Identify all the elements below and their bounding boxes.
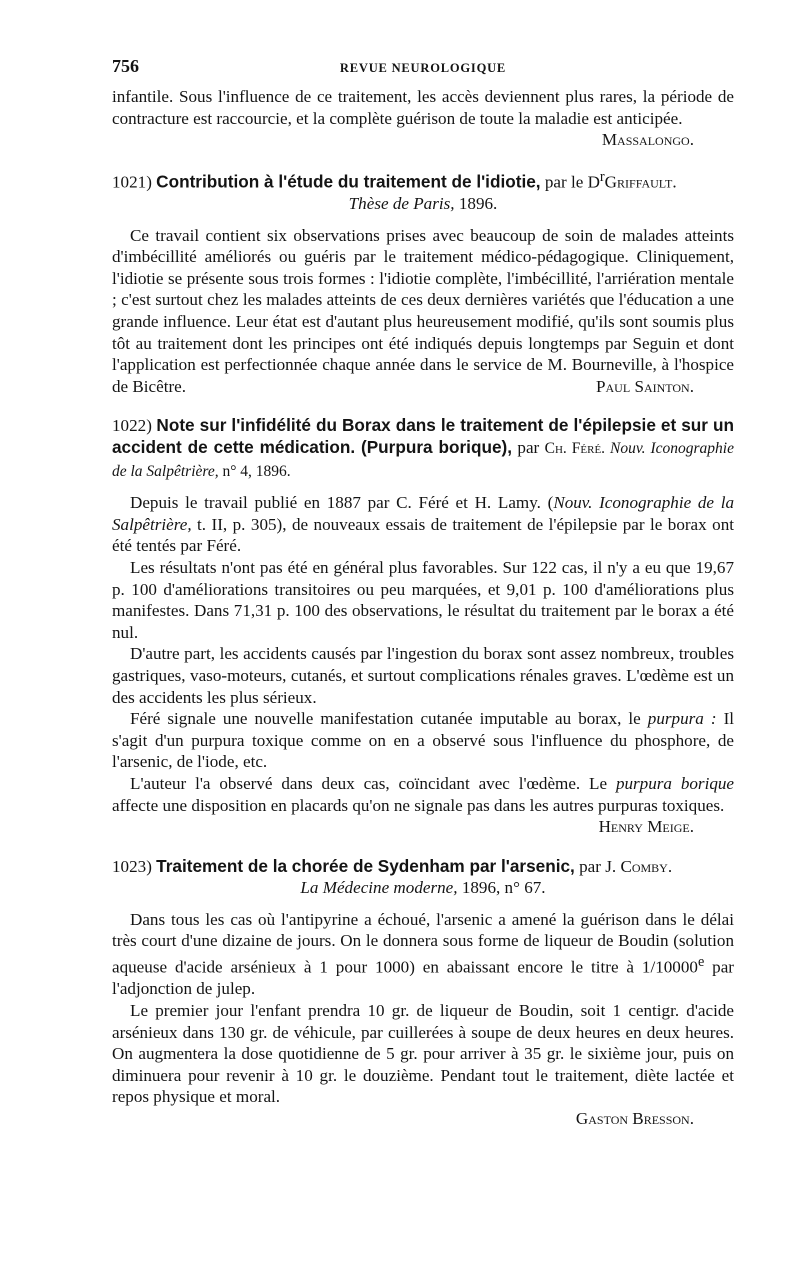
entry-1021-body: Ce travail contient six observations prises avec beaucoup de soin de malades atteints d'imbécillité améliorés ou guéris par le traitement médico-pédagogique. Cliniquement, l'idiotie se présente sous trois formes : l'idiotie complète, l'imbécillité, l'arriération mentale ; c'est surtout chez les malades atteints de ces deux dernières variétés que l'éducation a une grande influence. Leur état est d'autant plus heureusement modifié, qu'ils sont soumis plus tôt au traitement dont les principes ont été indiqués depuis longtemps par Seguin et dont l'application est perfectionnée chaque année dans le service de M. Bourneville, à l'hospice de Bicêtre. Paul Sainton. [112,225,734,396]
entry-1023-source: La Médecine moderne, 1896, n° 67. [300,878,546,898]
entry-title-text: Contribution à l'étude du traitement de l'idiotie, [156,171,541,192]
signature-sainton: Paul Sainton. [596,376,694,396]
entry-1022-paragraph-5: L'auteur l'a observé dans deux cas, coïncidant avec l'œdème. Le purpura borique affecte une disposition en placards qu'on ne signale pas dans les autres purpuras toxiques. Henry Meige. [112,773,734,837]
entry-number: 1022) [112,416,152,436]
entry-author: Comby. [620,856,673,876]
running-header [112,56,734,80]
entry-1023-title: 1023) Traitement de la chorée de Sydenham par l'arsenic, par J. Comby. [112,855,673,876]
signature-massalongo: Massalongo. [601,130,694,150]
entry-1023-paragraph-2: Le premier jour l'enfant prendra 10 gr. de liqueur de Boudin, soit 1 centigr. d'acide arsénieux dans 130 gr. de véhicule, par cuillerées à soupe de deux heures en deux heures. On augmentera la dose quotidienne de 5 gr. pour arriver à 35 gr. le sixième jour, puis on diminuera pour revenir à 10 gr. le douzième. Pendant tout le traitement, diète lactée et repos physique et moral. [112,1000,734,1107]
entry-1022-paragraph-2: Les résultats n'ont pas été en général plus favorables. Sur 122 cas, il n'y a eu que 19,67 p. 100 d'améliorations transitoires ou peu marquées, et 9,01 p. 100 d'améliorations plus manifestes. Dans 71,31 p. 100 des observations, le résultat du traitement par le borax a été nul. [112,557,734,642]
entry-1022-paragraph-1: Depuis le travail publié en 1887 par C. Féré et H. Lamy. (Nouv. Iconographie de la Salpêtrière, t. II, p. 305), de nouveaux essais de traitement de l'épilepsie par le borax ont été tentés par Féré. [112,493,734,556]
entry-1021-title: 1021) Contribution à l'étude du traitement de l'idiotie, par le $D^rGriffault$. [112,168,677,192]
entry-1023-paragraph-1: Dans tous les cas où l'antipyrine a échoué, l'arsenic a amené la guérison dans le délai très court d'une dizaine de jours. On le donnera sous forme de liqueur de Boudin (solution aqueuse d'acide arsénieux à 1 pour 1000) en abaissant encore le titre à 1/10000e par l'adjonction de julep. [112,909,734,999]
entry-1022-paragraph-3: D'autre part, les accidents causés par l'ingestion du borax sont assez nombreux, troubles gastriques, vaso-moteurs, cutanés, et surtout complications rénales graves. L'œdème est un des accidents les plus sérieux. [112,644,734,707]
signature-bresson: Gaston Bresson. [575,1108,694,1128]
entry-title-text: Note sur l'infidélité du Borax dans le traitement de l'épilepsie et sur un accident de cette médication. (Purpura borique), [112,415,734,457]
journal-title: REVUE NEUROLOGIQUE [339,61,507,75]
page [112,56,734,1130]
entry-number: 1021) [112,172,152,192]
entry-author: Griffault. [604,172,677,192]
entry-1022-paragraph-4: Féré signale une nouvelle manifestation cutanée imputable au borax, le purpura : Il s'agit d'un purpura toxique comme on en a observé sous l'influence du phosphore, de l'arsenic, de l'iode, etc. [112,709,735,772]
entry-1022-title: 1022) Note sur l'infidélité du Borax dans le traitement de l'épilepsie et sur un accident de cette médication. (Purpura borique), par Ch. Féré. Nouv. Iconographie de la Salpêtrière, n° 4, 1896. [112,415,734,480]
continuation-paragraph: infantile. Sous l'influence de ce traitement, les accès deviennent plus rares, la période de contracture est raccourcie, et la complète guérison de toute la maladie est anticipée. Massalongo. [112,87,734,150]
entry-author: Ch. Féré. [544,440,606,457]
entry-title-text: Traitement de la chorée de Sydenham par l'arsenic, [156,855,575,876]
page-number: 756 [112,56,139,76]
signature-meige: Henry Meige. [598,817,694,837]
entry-1021-source: Thèse de Paris, 1896. [348,194,498,214]
entry-number: 1023) [112,856,152,876]
